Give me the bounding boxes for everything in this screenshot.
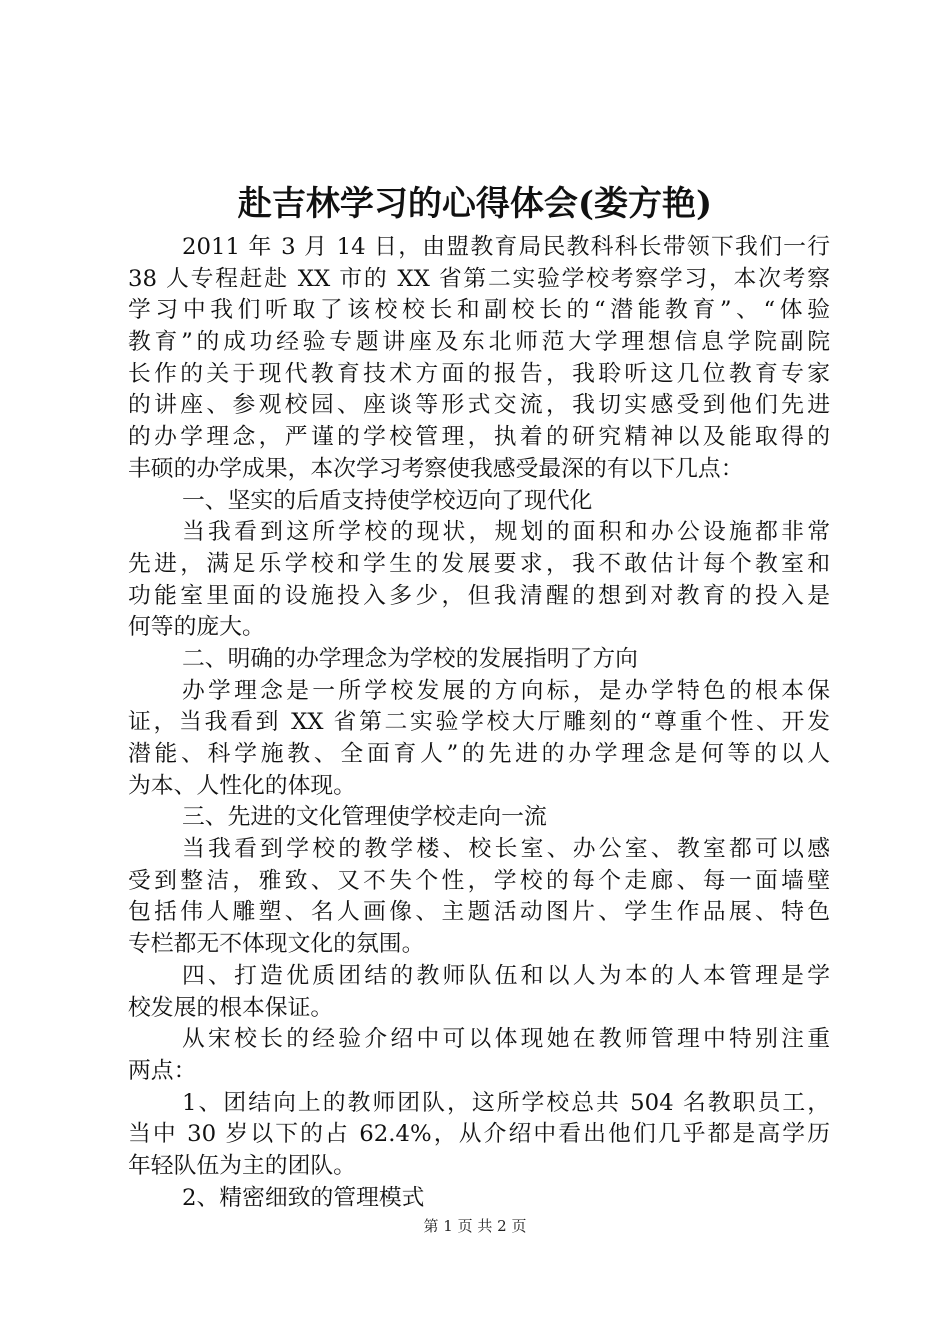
text-line: 学习中我们听取了该校校长和副校长的“潜能教育”、“体验 [128, 297, 830, 324]
text-line: 丰硕的办学成果，本次学习考察使我感受最深的有以下几点： [128, 455, 744, 482]
text-line: 先进，满足乐学校和学生的发展要求，我不敢估计每个教室和 [128, 550, 830, 577]
text-line: 专栏都无不体现文化的氛围。 [128, 931, 425, 958]
text-line: 当中 30 岁以下的占 62.4%，从介绍中看出他们几乎都是高学历 [128, 1121, 830, 1148]
text-line: 受到整洁，雅致、又不失个性，学校的每个走廊、每一面墙壁 [128, 867, 830, 894]
text-line: 潜能、科学施教、全面育人”的先进的办学理念是何等的以人 [128, 741, 830, 767]
text-line: 功能室里面的设施投入多少，但我清醒的想到对教育的投入是 [128, 582, 830, 609]
section-heading: 二、明确的办学理念为学校的发展指明了方向 [182, 645, 638, 672]
text-line: 的讲座、参观校园、座谈等形式交流，我切实感受到他们先进 [128, 392, 830, 419]
text-line: 为本、人性化的体现。 [128, 772, 356, 799]
text-line: 38 人专程赶赴 XX 市的 XX 省第二实验学校考察学习，本次考察 [128, 265, 830, 292]
section-heading: 一、坚实的后盾支持使学校迈向了现代化 [182, 487, 593, 514]
text-line: 包括伟人雕塑、名人画像、主题活动图片、学生作品展、特色 [128, 899, 830, 926]
text-line: 办学理念是一所学校发展的方向标，是办学特色的根本保 [182, 677, 830, 704]
page-number-footer: 第 1 页 共 2 页 [423, 1217, 527, 1235]
document-title: 赴吉林学习的心得体会(娄方艳) [237, 184, 713, 224]
text-line: 从宋校长的经验介绍中可以体现她在教师管理中特别注重 [182, 1026, 830, 1053]
text-line: 两点： [128, 1057, 197, 1084]
text-line: 教育”的成功经验专题讲座及东北师范大学理想信息学院副院 [128, 329, 830, 356]
text-line: 2011 年 3 月 14 日，由盟教育局民教科科长带领下我们一行 [182, 234, 830, 260]
text-line: 当我看到学校的教学楼、校长室、办公室、教室都可以感 [182, 836, 830, 863]
text-line: 何等的庞大。 [128, 614, 265, 641]
text-line: 当我看到这所学校的现状，规划的面积和办公设施都非常 [182, 519, 830, 546]
text-line: 长作的关于现代教育技术方面的报告，我聆听这几位教育专家 [128, 360, 830, 387]
section-heading: 三、先进的文化管理使学校走向一流 [182, 804, 547, 831]
text-line: 证，当我看到 XX 省第二实验学校大厅雕刻的“尊重个性、开发 [128, 709, 830, 736]
document-body [128, 232, 830, 1214]
section-heading: 四、打造优质团结的教师队伍和以人为本的人本管理是学 [182, 962, 830, 989]
text-line: 年轻队伍为主的团队。 [128, 1152, 356, 1179]
text-line: 的办学理念，严谨的学校管理，执着的研究精神以及能取得的 [128, 424, 830, 451]
text-line: 1、团结向上的教师团队，这所学校总共 504 名教职员工， [182, 1089, 830, 1116]
text-line: 校发展的根本保证。 [128, 994, 334, 1021]
text-line: 2、精密细致的管理模式 [182, 1184, 425, 1211]
